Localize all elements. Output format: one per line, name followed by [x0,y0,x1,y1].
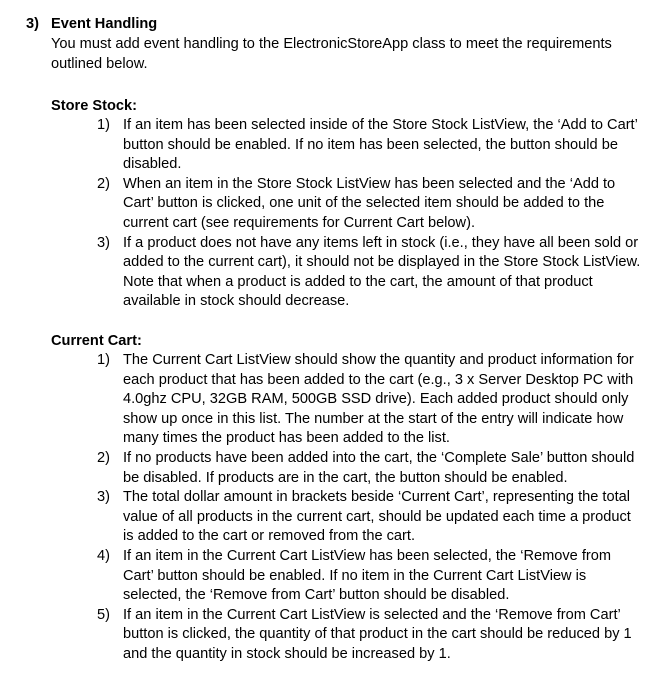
list-item [97,449,645,488]
section-intro: You must add event handling to the ElectronicStoreApp class to meet the requirements outlined below. [51,36,612,72]
list-item-text: The Current Cart ListView should show the quantity and product information for each product that has been added to the cart (e.g., 3 x Server Desktop PC with 4.0ghz CPU, 32GB RAM, 500GB SSD drive). Each added product should only show up once in this list. The number at the start of the entry will indicate how many times the product has been added to the list. [123,352,634,447]
list-item-number: 4) [97,547,110,564]
list-item-text: If a product does not have any items left in stock (i.e., they have all been sold or added to the current cart), it should not be displayed in the Store Stock ListView. Note that when a product is added to the cart, the amount of that product available in stock should decrease. [123,234,641,310]
list-item [97,175,645,234]
section-number: 3) [26,16,39,32]
list-item [97,547,645,606]
list-item-number: 1) [97,352,110,368]
list-item [97,351,645,449]
list-item-text: If an item in the Current Cart ListView is selected and the ‘Remove from Cart’ button is clicked, the quantity of that product in the cart should be reduced by 1 and the quantity in stock should be increased by 1. [123,606,632,662]
list-item-number: 1) [97,117,110,133]
list-item-number: 3) [97,489,110,506]
list-item-number: 2) [97,175,110,192]
list-item [97,488,645,547]
store-stock-list [97,116,645,312]
list-item-text: When an item in the Store Stock ListView has been selected and the ‘Add to Cart’ button is clicked, one unit of the selected item should be added to the current cart (see requirements for Current Cart below). [123,175,616,231]
list-item [97,606,645,665]
list-item-text: If no products have been added into the cart, the ‘Complete Sale’ button should be disabled. If products are in the cart, the button should be enabled. [123,449,635,486]
section-heading [26,15,157,35]
list-item [97,234,645,312]
list-item-text: If an item has been selected inside of the Store Stock ListView, the ‘Add to Cart’ button should be enabled. If no item has been selected, the button should be disabled. [123,117,638,173]
list-item-number: 3) [97,234,110,251]
current-cart-list [97,351,645,665]
store-stock-heading: Store Stock: [51,98,137,114]
list-item-number: 2) [97,449,110,466]
list-item-text: The total dollar amount in brackets beside ‘Current Cart’, representing the total value of all products in the current cart, should be updated each time a product is added to the cart or removed from the cart. [123,489,631,545]
section-title: Event Handling [51,16,158,32]
current-cart-heading: Current Cart: [51,333,142,349]
list-item-text: If an item in the Current Cart ListView has been selected, the ‘Remove from Cart’ button should be enabled. If no item in the Current Cart ListView is selected, the ‘Remove from Cart’ button should be disabled. [123,547,612,604]
list-item-number: 5) [97,606,110,623]
list-item [97,116,645,175]
